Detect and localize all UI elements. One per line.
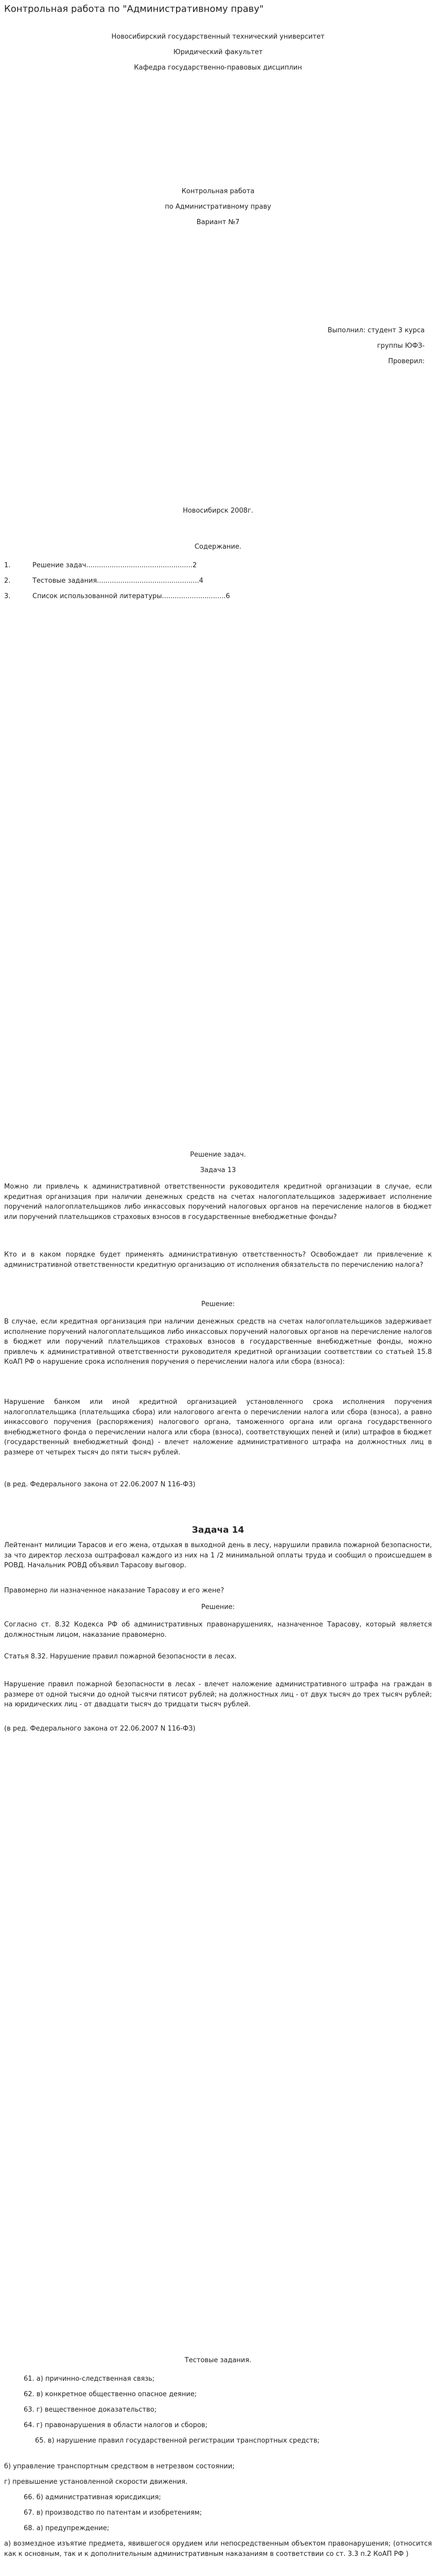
- university-name: Новосибирский государственный технический университет: [111, 33, 325, 41]
- task13-question-2: Кто и в каком порядке будет применять административную ответственность? Освобождает ли привлечение к административной ответственности кредитную организацию от исполнения обязательств по перечислению налога?: [4, 1251, 432, 1269]
- test-answer: а) возмездное изъятие предмета, явившегося орудием или непосредственным объектом правонарушения; (относится как к основным, так и к дополнительным административным наказаниям в соответствии со ст. 3.3 п.2 КоАП РФ ): [4, 2540, 432, 2558]
- test-answer: 66. б) административная юрисдикция;: [24, 2494, 161, 2501]
- task13-answer-2: Нарушение банком или иной кредитной организацией установленного срока исполнения поручения налогоплательщика (плательщика сбора) или налогового агента о перечислении налога или сбора (взноса), а равно инкассового поручения (распоряжения) налогового органа, таможенного органа или органа государственного внебюджетного фонда о перечислении налога или сбора (взноса), соответствующих пеней и (или) штрафов в бюджет (государственный внебюджетный фонд) - влечет наложение административного штрафа на должностных лиц в размере от четырех тысяч до пяти тысяч рублей.: [4, 1398, 432, 1456]
- task14-law-ref: (в ред. Федерального закона от 22.06.2007 N 116-ФЗ): [4, 1725, 196, 1733]
- test-answer: 63. г) вещественное доказательство;: [24, 2406, 157, 2414]
- cover-subject: по Административному праву: [165, 203, 271, 211]
- task13-answer: В случае, если кредитная организация при наличии денежных средств на счетах налогоплательщиков задерживает исполнение поручений налогоплательщиков либо инкассовых поручений налоговых органов на перечисление налогов в бюджет или поручений плательщиков страховых взносов в государственные внебюджетные фонды, можно привлечь к административной ответственности руководителя кредитной организации соответствии со статьей 15.8 КоАП РФ о нарушение срока исполнения поручения о перечислении налога или сбора (взноса):: [4, 1318, 432, 1366]
- cover-work-title: Контрольная работа: [181, 188, 255, 195]
- tests-heading: Тестовые задания.: [184, 2357, 252, 2364]
- test-answer: 61. а) причинно-следственная связь;: [24, 2375, 155, 2383]
- department-name: Кафедра государственно-правовых дисциплин: [134, 64, 302, 72]
- task13-law-ref: (в ред. Федерального закона от 22.06.2007 N 116-ФЗ): [4, 1481, 196, 1488]
- test-answer: б) управление транспортным средством в нетрезвом состоянии;: [4, 2463, 235, 2470]
- test-answer: г) превышение установленной скорости движения.: [4, 2478, 188, 2486]
- author-performed: Выполнил: студент 3 курса: [327, 327, 425, 334]
- document-title: Контрольная работа по "Административному праву": [4, 4, 264, 14]
- test-answer: 68. а) предупреждение;: [24, 2524, 110, 2532]
- test-answer: 67. в) производство по патентам и изобретениям;: [24, 2509, 202, 2517]
- city-year: Новосибирск 2008г.: [183, 507, 253, 515]
- task14-article: Статья 8.32. Нарушение правил пожарной безопасности в лесах.: [4, 1653, 237, 1660]
- faculty-name: Юридический факультет: [173, 48, 263, 56]
- author-checked: Проверил:: [388, 358, 425, 365]
- toc-item: 1. Решение задач..................................................2: [4, 562, 197, 569]
- task14-answer: Согласно ст. 8.32 Кодекса РФ об административных правонарушениях, назначенное Тарасову, который является должностным лицом, наказание правомерно.: [4, 1621, 432, 1639]
- test-answer: 62. в) конкретное общественно опасное деяние;: [24, 2391, 197, 2398]
- task13-solution-label: Решение:: [201, 1300, 235, 1308]
- task14-solution-label: Решение:: [201, 1603, 235, 1611]
- toc-item: 3. Список использованной литературы..............................6: [4, 592, 230, 600]
- toc-heading: Содержание.: [194, 543, 242, 551]
- task14-answer-2: Нарушение правил пожарной безопасности в лесах - влечет наложение административного штрафа на граждан в размере от одной тысячи до одной тысячи пятисот рублей; на должностных лиц - от двух тысяч до трех тысяч рублей; на юридических лиц - от двадцати тысяч до тридцати тысяч рублей.: [4, 1681, 432, 1708]
- author-group: группы ЮФЗ-: [377, 342, 425, 350]
- cover-variant: Вариант №7: [196, 218, 240, 226]
- task13-title: Задача 13: [200, 1166, 236, 1174]
- task14-question: Лейтенант милиции Тарасов и его жена, отдыхая в выходной день в лесу, нарушили правила пожарной безопасности, за что директор лесхоза оштрафовал каждого из них на 1 /2 минимальной оплаты труда и сообщил о происшедшем в РОВД. Начальник РОВД объявил Тарасову выговор.: [4, 1541, 432, 1569]
- test-answer: 65. в) нарушение правил государственной регистрации транспортных средств;: [35, 2437, 320, 2445]
- test-answer: 64. г) правонарушения в области налогов и сборов;: [24, 2421, 207, 2429]
- task13-question: Можно ли привлечь к административной ответственности руководителя кредитной организации в случае, если кредитная организация при наличии денежных средств на счетах налогоплательщиков задерживает исполнение поручений налогоплательщиков либо инкассовых поручений налоговых органов на перечисление налогов в бюджет или поручений плательщиков страховых взносов в государственные внебюджетные фонды?: [4, 1183, 432, 1221]
- toc-item: 2. Тестовые задания................................................4: [4, 577, 203, 585]
- task14-question-2: Правомерно ли назначенное наказание Тарасову и его жене?: [4, 1587, 224, 1595]
- tasks-heading: Решение задач.: [190, 1151, 246, 1159]
- task14-title: Задача 14: [191, 1525, 245, 1535]
